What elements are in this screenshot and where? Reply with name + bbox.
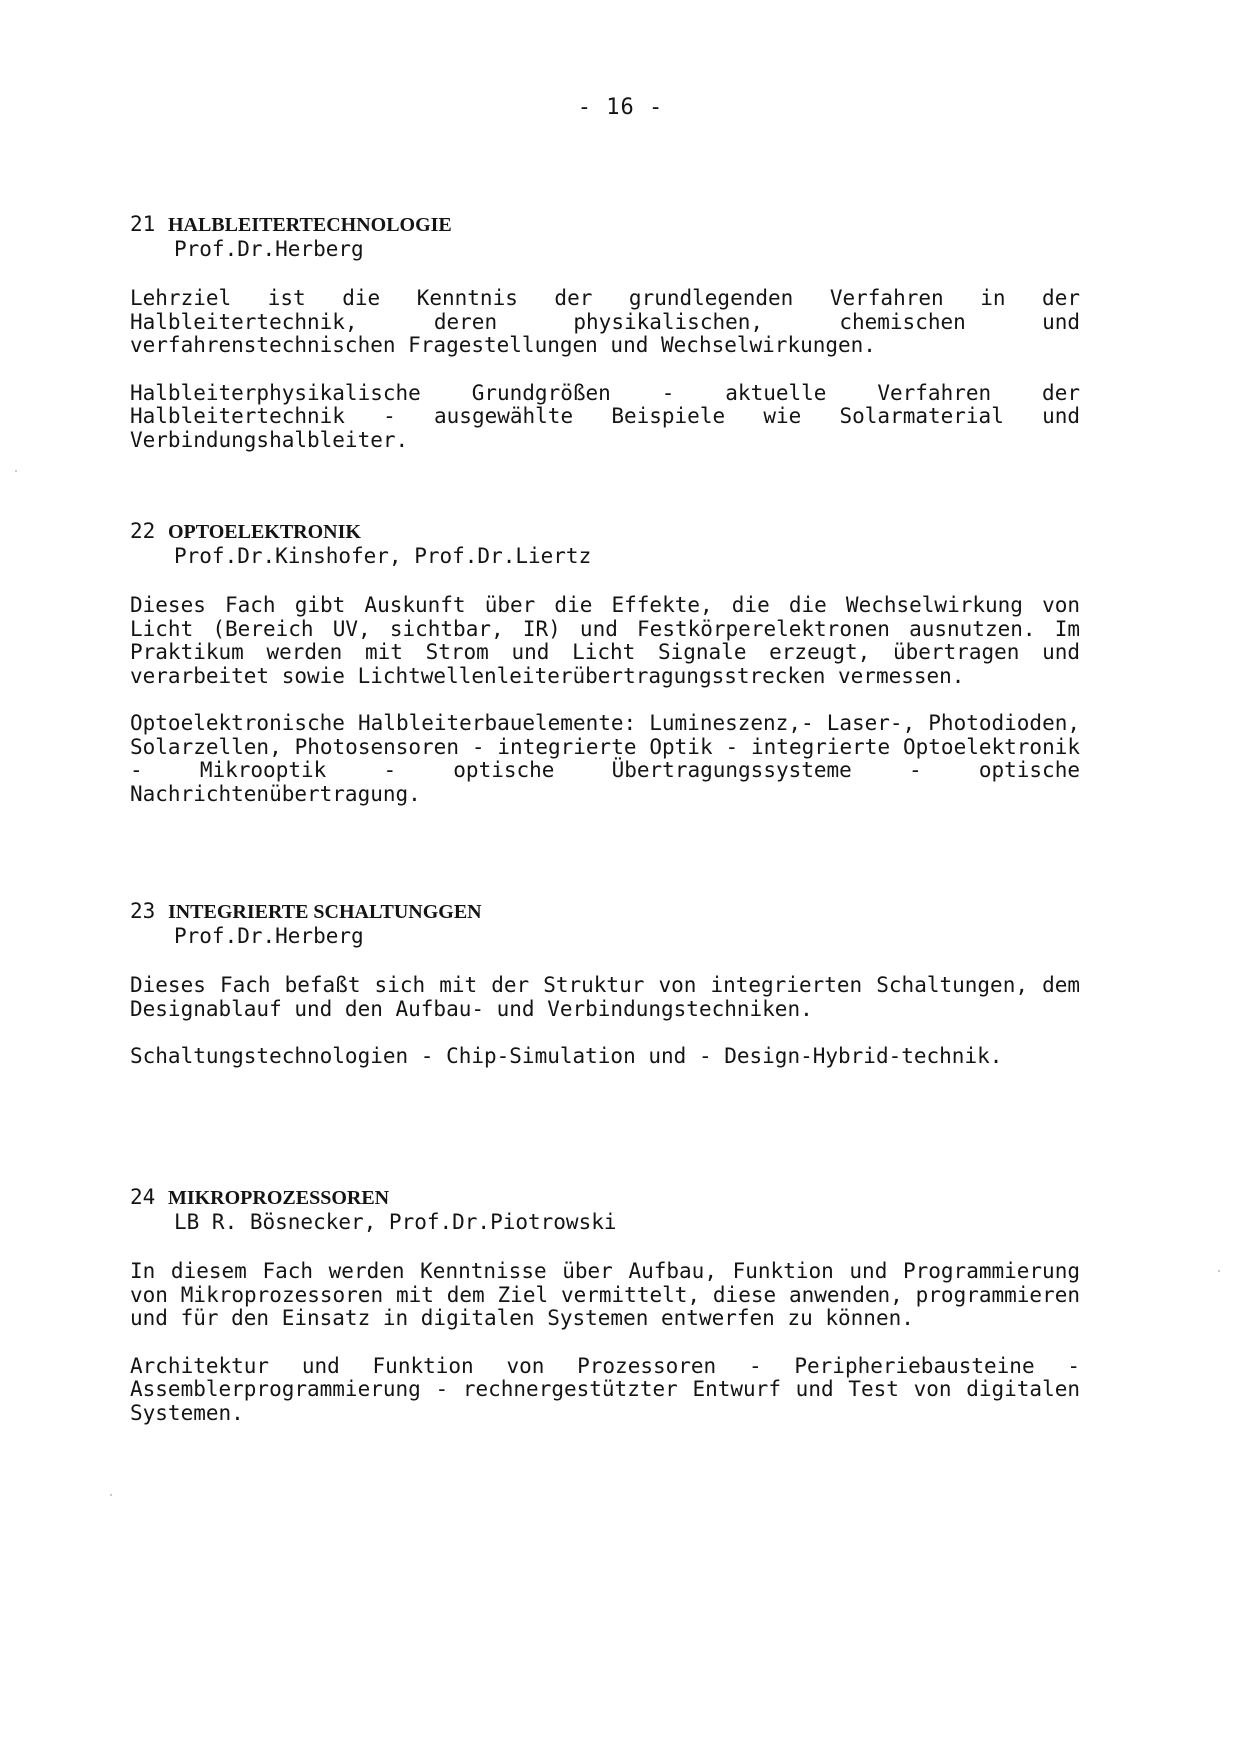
- section-21: [130, 212, 1080, 452]
- section-heading: [130, 899, 1080, 924]
- section-contents: Halbleiterphysikalische Grundgrößen - aktuelle Verfahren der Halbleitertechnik - ausgewählte Beispiele wie Solarmaterial und Verbindungshalbleiter.: [130, 380, 1080, 452]
- section-description: In diesem Fach werden Kenntnisse über Aufbau, Funktion und Programmierung von Mikroprozessoren mit dem Ziel vermittelt, diese anwenden, programmieren und für den Einsatz in digitalen Systemen entwerfen zu können.: [130, 1259, 1080, 1330]
- section-title: HALBLEITERTECHNOLOGIE: [167, 214, 452, 236]
- section-title: INTEGRIERTE SCHALTUNGGEN: [167, 901, 482, 923]
- section-description: Lehrziel ist die Kenntnis der grundlegenden Verfahren in der Halbleitertechnik, deren physikalischen, chemischen und verfahrenstechnischen Fragestellungen und Wechselwirkungen.: [130, 286, 1080, 357]
- scan-speck: [15, 470, 17, 472]
- section-24: [130, 1185, 1080, 1425]
- section-title: MIKROPROZESSOREN: [167, 1187, 390, 1209]
- scan-speck: [110, 1494, 112, 1496]
- section-description: Dieses Fach gibt Auskunft über die Effekte, die die Wechselwirkung von Licht (Bereich UV, sichtbar, IR) und Festkörperelektronen ausnutzen. Im Praktikum werden mit Strom und Licht Signale erzeugt, übertragen und verarbeitet sowie Lichtwellenleiterübertragungsstrecken vermessen.: [130, 593, 1080, 688]
- section-22: [130, 519, 1080, 806]
- section-23: [130, 899, 1080, 1069]
- section-authors: Prof.Dr.Herberg: [174, 924, 364, 948]
- section-number: 21: [130, 212, 156, 236]
- section-description: Dieses Fach befaßt sich mit der Struktur von integrierten Schaltungen, dem Designablauf und den Aufbau- und Verbindungstechniken.: [130, 973, 1080, 1021]
- section-number: 24: [130, 1185, 156, 1209]
- section-heading: [130, 212, 1080, 237]
- section-authors: Prof.Dr.Herberg: [174, 237, 364, 261]
- section-title: OPTOELEKTRONIK: [167, 521, 361, 543]
- section-authors: Prof.Dr.Kinshofer, Prof.Dr.Liertz: [174, 544, 592, 568]
- section-contents: Architektur und Funktion von Prozessoren - Peripheriebausteine - Assemblerprogrammierung - rechnergestützter Entwurf und Test von digitalen Systemen.: [130, 1353, 1080, 1425]
- section-heading: [130, 519, 1080, 544]
- section-number: 22: [130, 519, 156, 543]
- section-authors: LB R. Bösnecker, Prof.Dr.Piotrowski: [174, 1210, 617, 1234]
- section-number: 23: [130, 899, 156, 923]
- section-heading: [130, 1185, 1080, 1210]
- page-number: - 16 -: [577, 95, 664, 120]
- scan-speck: [1218, 1270, 1220, 1272]
- section-contents: Schaltungstechnologien - Chip-Simulation und - Design-Hybrid-technik.: [130, 1044, 1003, 1068]
- section-contents: Optoelektronische Halbleiterbauelemente: Lumineszenz,- Laser-, Photodioden, Solarzellen, Photosensoren - integrierte Optik - integrierte Optoelektronik - Mikrooptik - optische Übertragungssysteme - optische Nachrichtenübertragung.: [130, 711, 1080, 806]
